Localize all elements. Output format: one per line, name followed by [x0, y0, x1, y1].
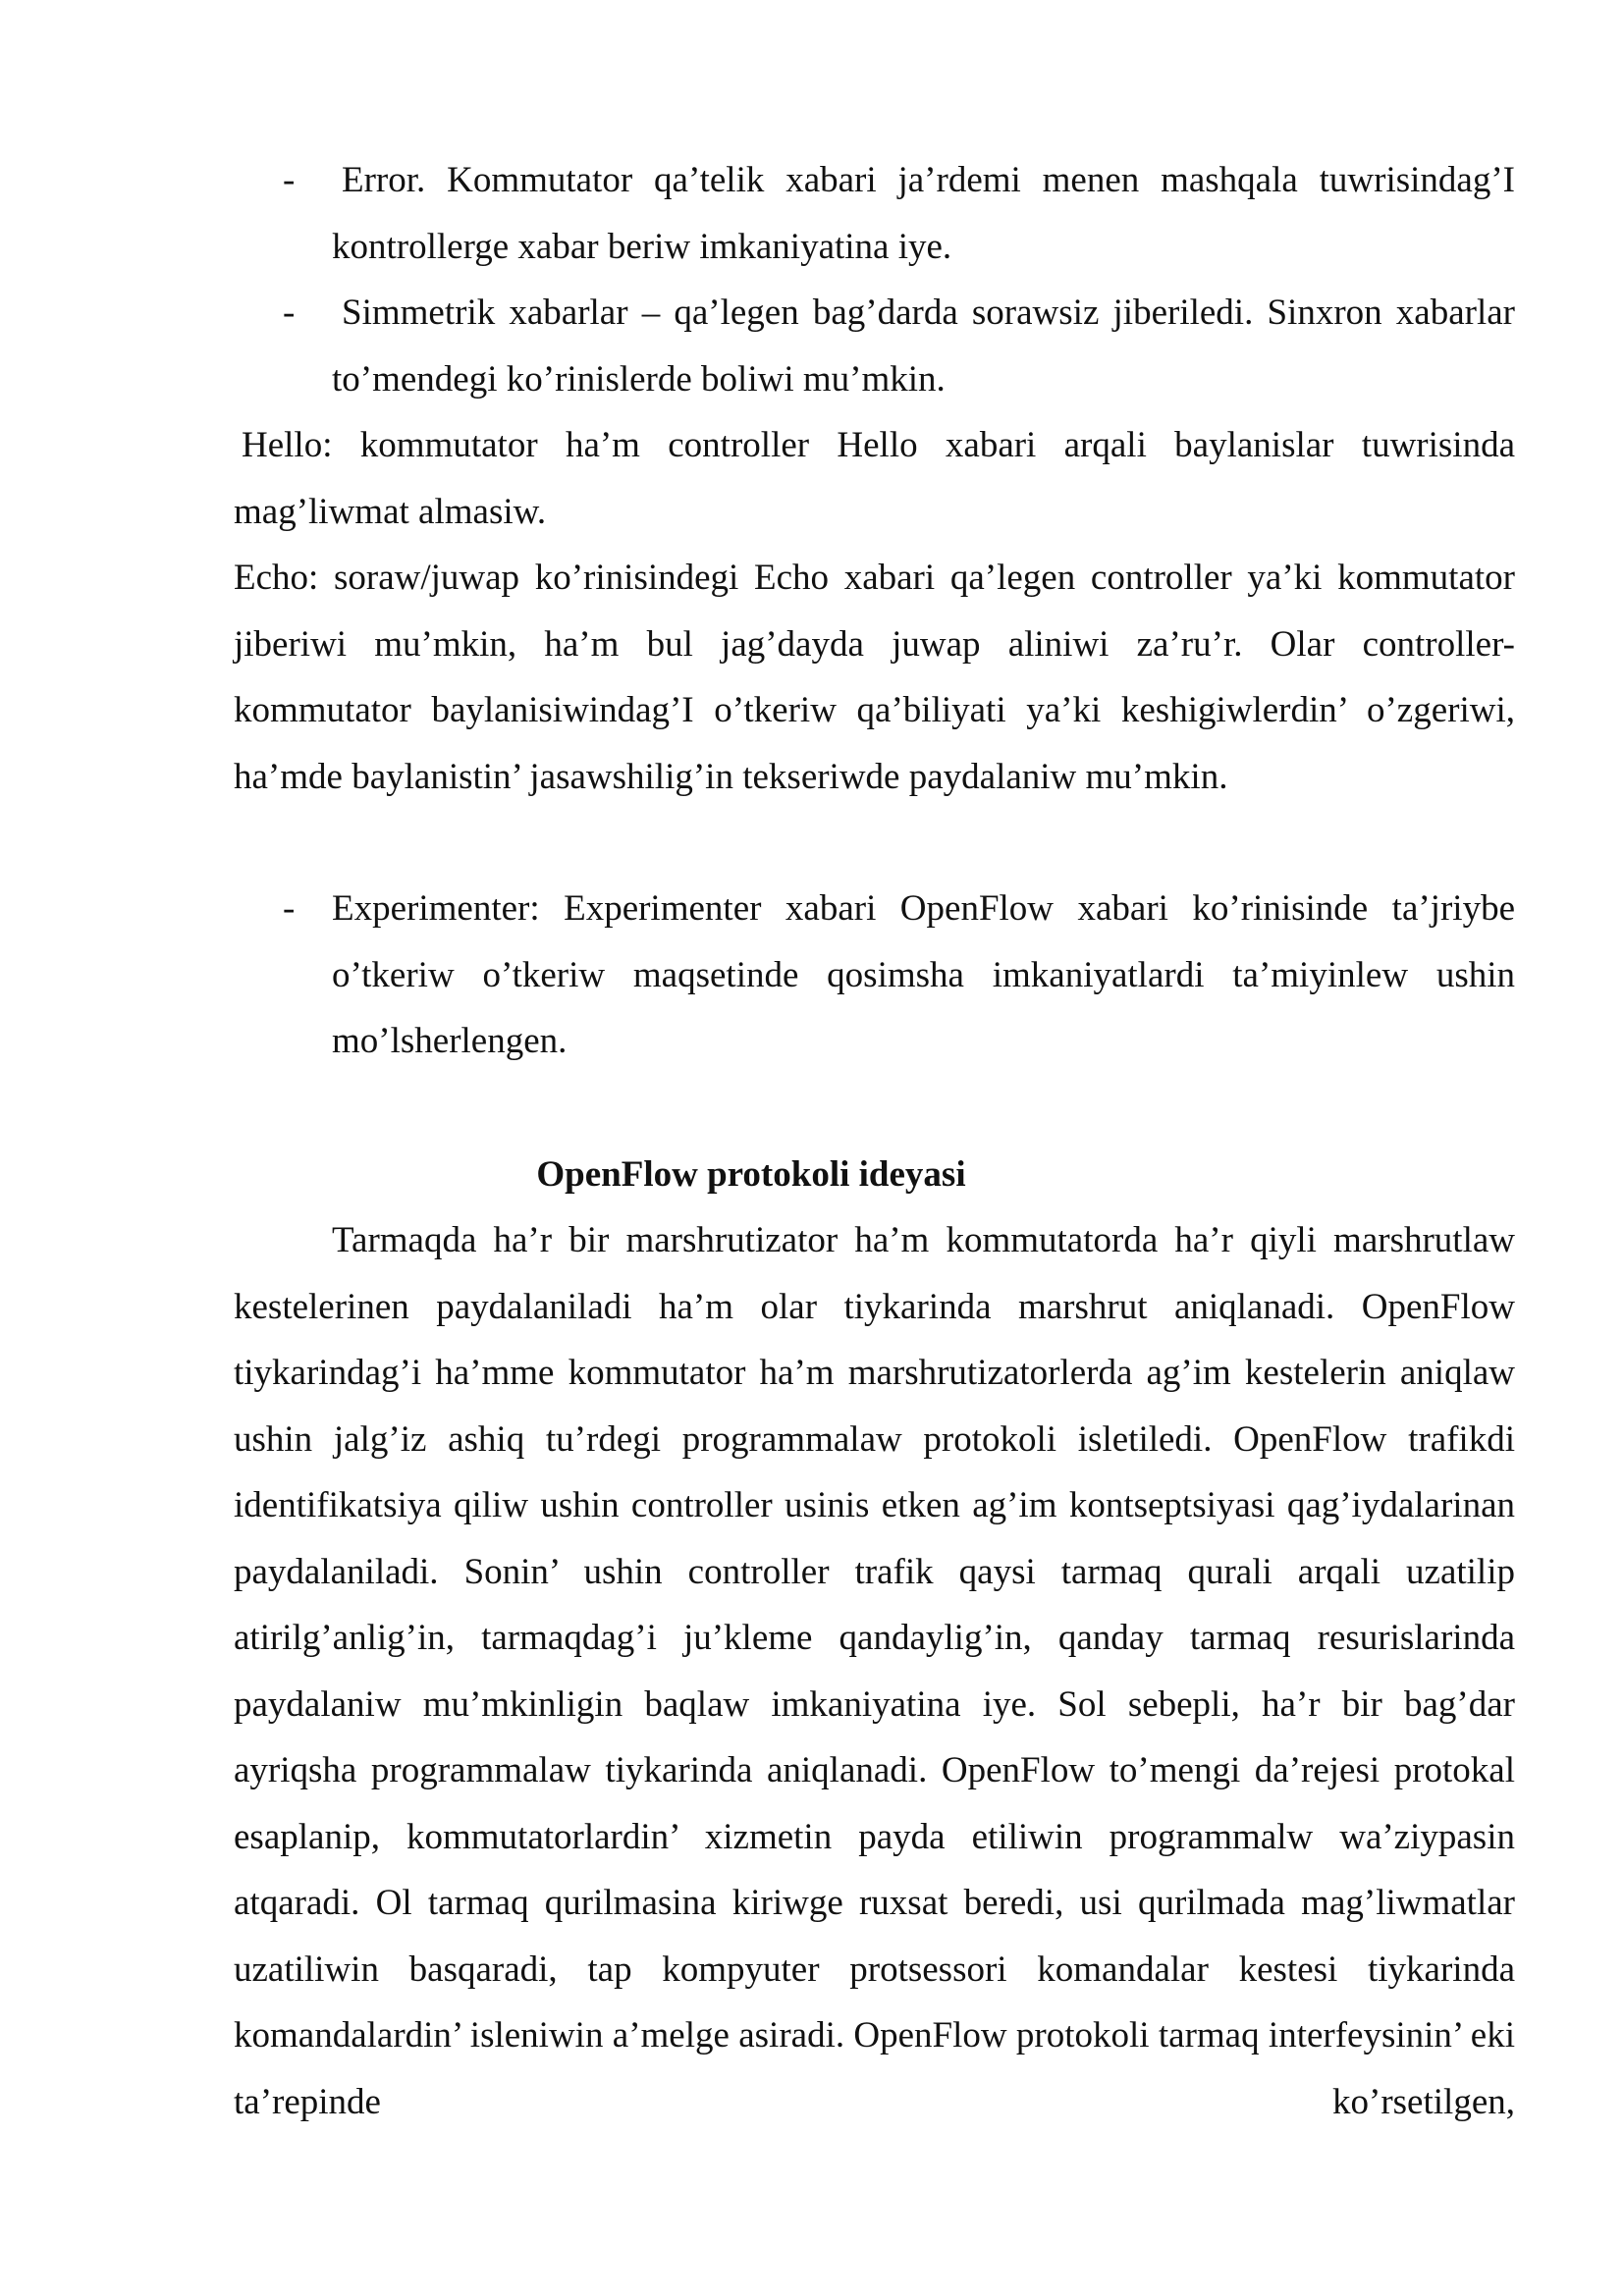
section-heading: OpenFlow protokoli ideyasi: [536, 1154, 966, 1195]
list-item-text: Experimenter: Experimenter xabari OpenFlow xabari ko’rinisinde ta’jriybe o’tkeriw o’tkeriw maqsetinde qosimsha imkaniyatlardi ta’miyinlew ushin mo’lsherlengen.: [332, 888, 1515, 1061]
hello-paragraph: Hello: kommutator ha’m controller Hello xabari arqali baylanislar tuwrisinda mag’liwmat almasiw.: [234, 425, 1515, 532]
main-paragraph: Tarmaqda ha’r bir marshrutizator ha’m kommutatorda ha’r qiyli marshrutlaw kestelerinen paydalaniladi ha’m olar tiykarinda marshrut aniqlanadi. OpenFlow tiykarindag’i ha’mme kommutator ha’m marshrutizatorlerda ag’im kestelerin aniqlaw ushin jalg’iz ashiq tu’rdegi programmalaw protokoli isletiledi. OpenFlow trafikdi identifikatsiya qiliw ushin controller usinis etken ag’im kontseptsiyasi qag’iydalarinan paydalaniladi. Sonin’ ushin controller trafik qaysi tarmaq qurali arqali uzatilip atirilg’anlig’in, tarmaqdag’i ju’kleme qandaylig’in, qanday tarmaq resurislarinda paydalaniw mu’mkinligin baqlaw imkaniyatina iye. Sol sebepli, ha’r bir bag’dar ayriqsha programmalaw tiykarinda aniqlanadi. OpenFlow to’mengi da’rejesi protokal esaplanip, kommutatorlardin’ xizmetin payda etiliwin programmalw wa’ziypasin atqaradi. Ol tarmaq qurilmasina kiriwge ruxsat beredi, usi qurilmada mag’liwmatlar uzatiliwin basqaradi, tap kompyuter protsessori komandalar kestesi tiykarinda komandalardin’ isleniwin a’melge asiradi. OpenFlow protokoli tarmaq interfeysinin’ eki ta’repinde ko’rsetilgen,: [234, 1220, 1515, 2122]
list-item-text: Simmetrik xabarlar – qa’legen bag’darda sorawsiz jiberiledi. Sinxron xabarlar to’mendegi ko’rinislerde boliwi mu’mkin.: [332, 293, 1515, 400]
list-item-text: Error. Kommutator qa’telik xabari ja’rdemi menen mashqala tuwrisindag’I kontrollerge xabar beriw imkaniyatina iye.: [332, 160, 1515, 267]
list-item-experimenter: [234, 876, 1515, 1075]
echo-paragraph: Echo: soraw/juwap ko’rinisindegi Echo xabari qa’legen controller ya’ki kommutator jiberiwi mu’mkin, ha’m bul jag’dayda juwap aliniwi za’ru’r. Olar controller- kommutator baylanisiwindag’I o’tkeriw qa’biliyati ya’ki keshigiwlerdin’ o’zgeriwi, ha’mde baylanistin’ jasawshilig’in tekseriwde paydalaniw mu’mkin.: [234, 558, 1515, 797]
list-marker: -: [283, 293, 296, 333]
list-item-symmetric: [234, 280, 1515, 412]
list-item-error: [234, 147, 1515, 280]
list-marker: -: [283, 888, 296, 929]
list-marker: -: [283, 160, 296, 200]
